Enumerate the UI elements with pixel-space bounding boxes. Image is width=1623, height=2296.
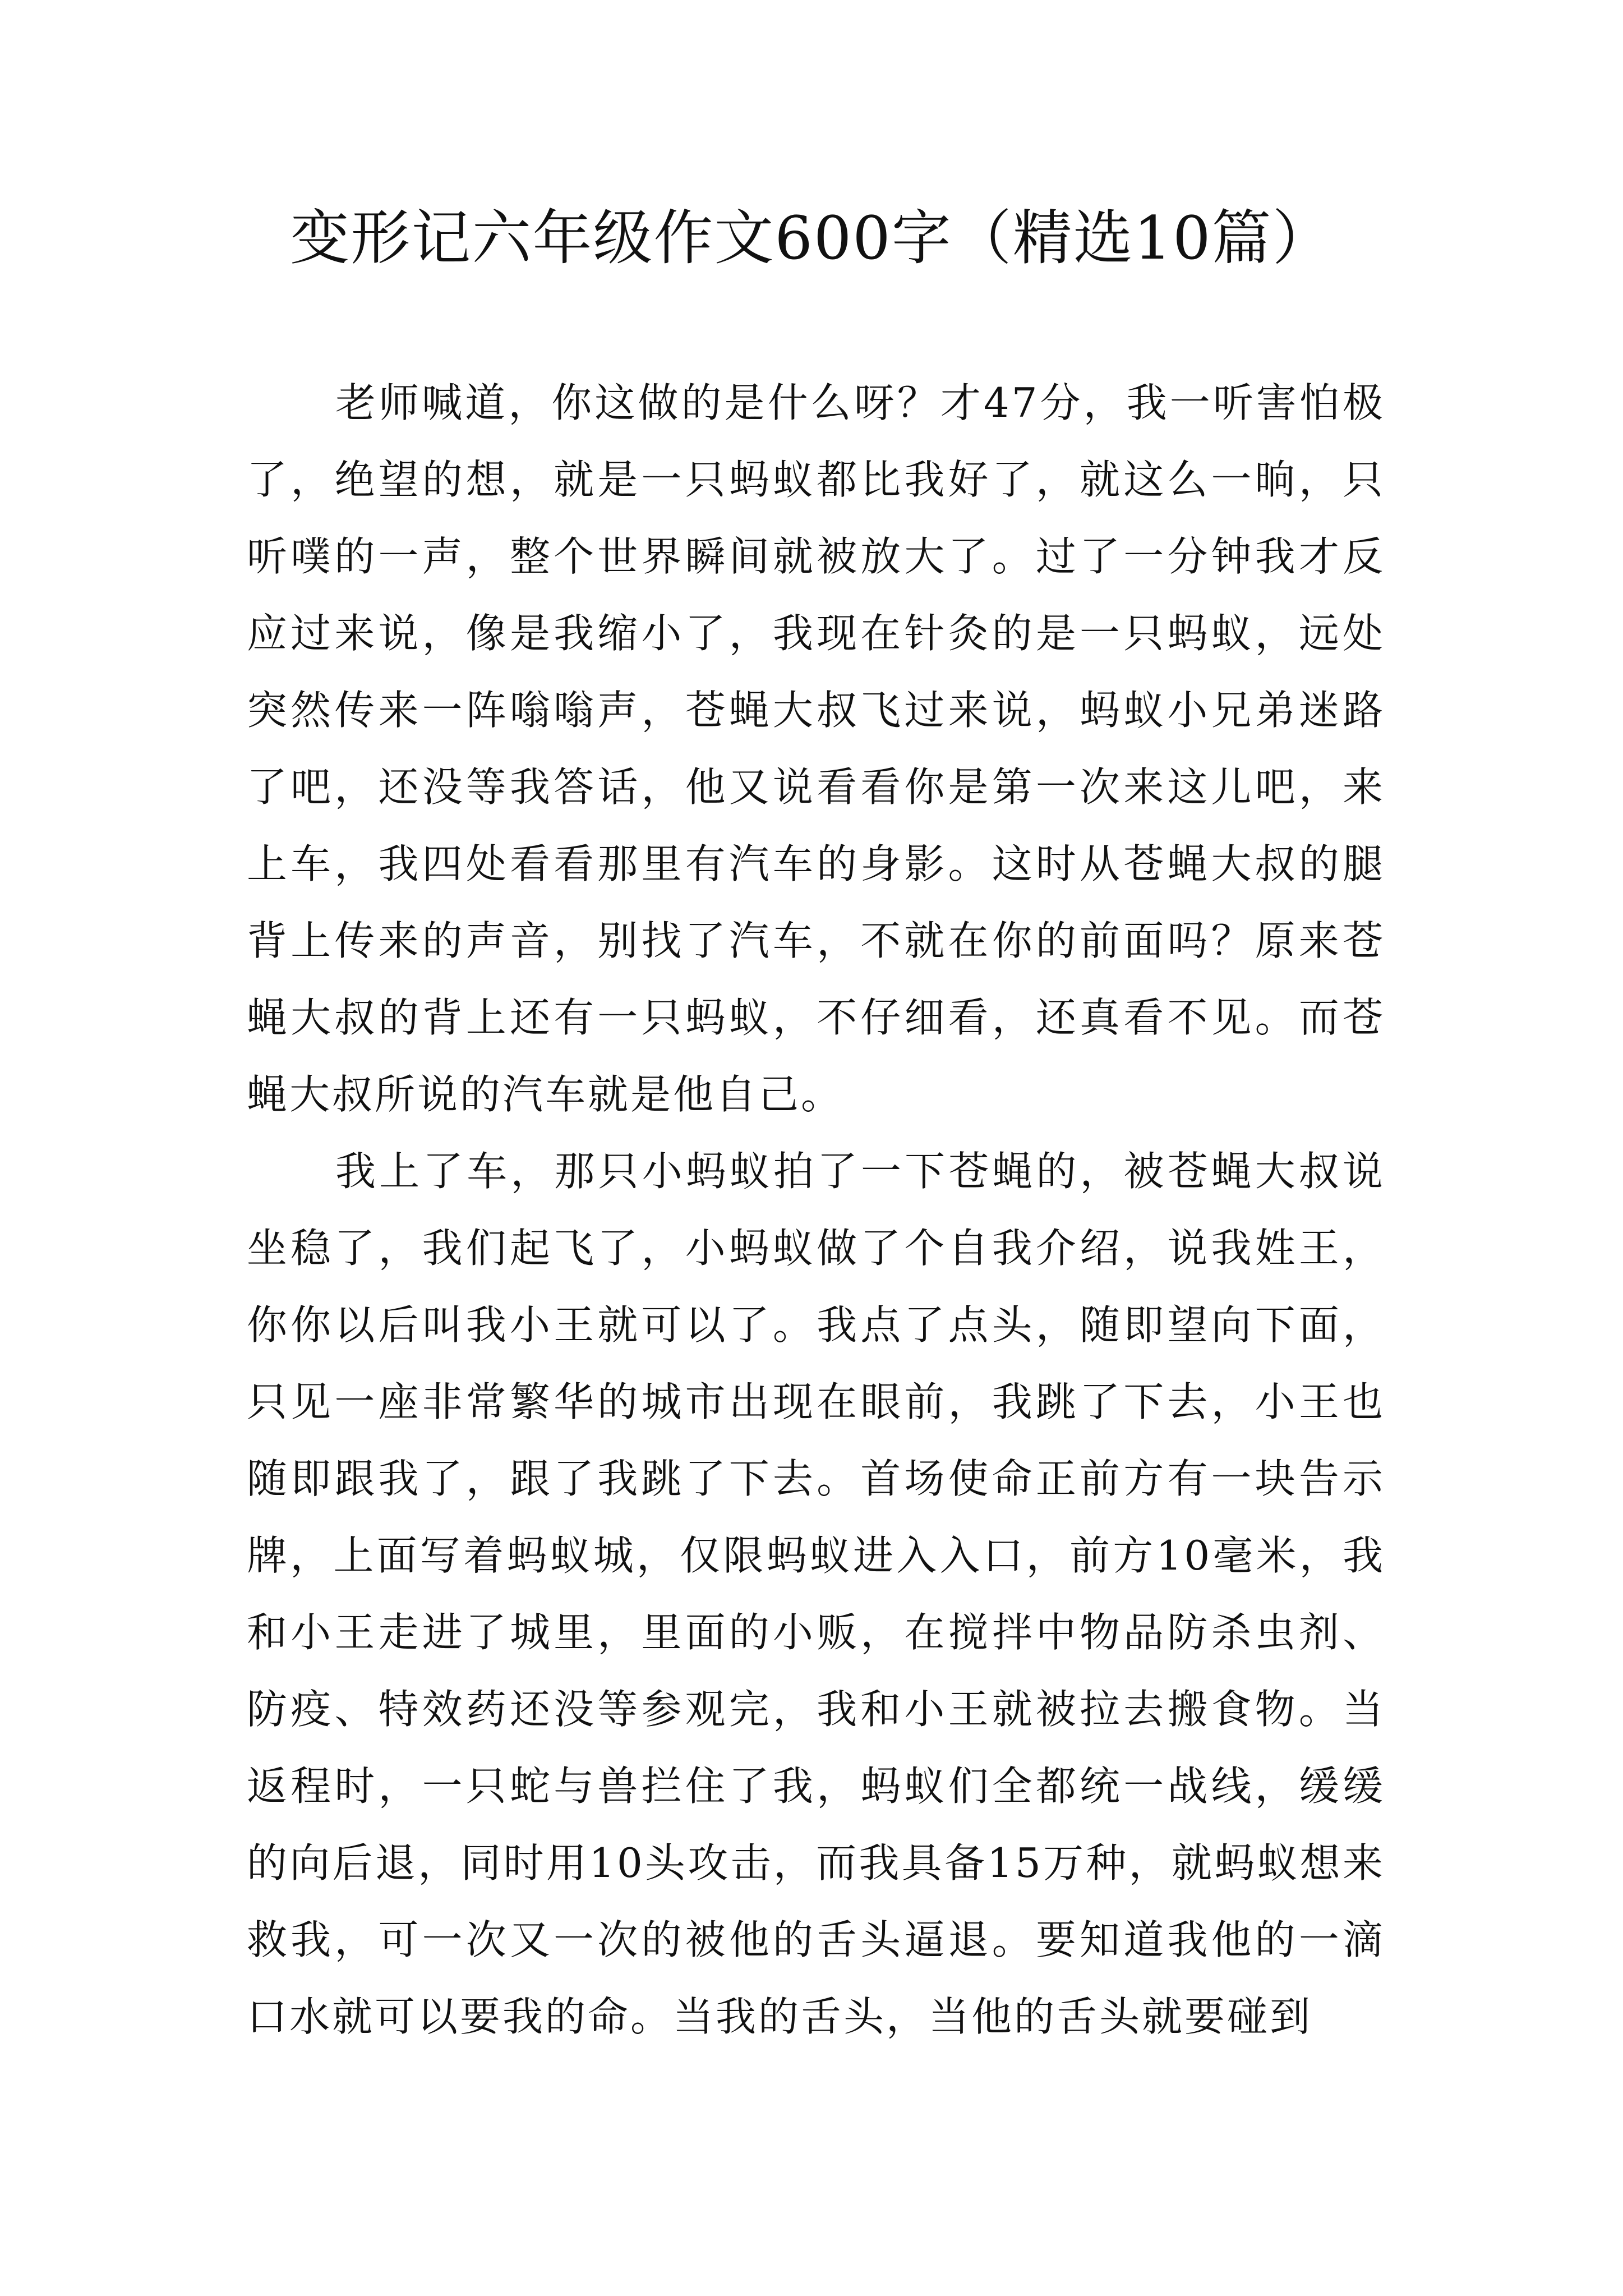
paragraph-2: 我上了车，那只小蚂蚁拍了一下苍蝇的，被苍蝇大叔说坐稳了，我们起飞了，小蚂蚁做了个自我介绍，说我姓王，你你以后叫我小王就可以了。我点了点头，随即望向下面，只见一座非常繁华的城市出现在眼前，我跳了下去，小王也随即跟我了，跟了我跳了下去。首场使命正前方有一块告示牌，上面写着蚂蚁城，仅限蚂蚁进入入口，前方10毫米，我和小王走进了城里，里面的小贩，在搅拌中物品防杀虫剂、防疫、特效药还没等参观完，我和小王就被拉去搬食物。当返程时，一只蛇与兽拦住了我，蚂蚁们全都统一战线，缓缓的向后退，同时用10头攻击，而我具备15万种，就蚂蚁想来救我，可一次又一次的被他的舌头逼退。要知道我他的一滴口水就可以要我的命。当我的舌头，当他的舌头就要碰到 [247, 1148, 1385, 2040]
document-body [247, 365, 1385, 2055]
paragraph-1: 老师喊道，你这做的是什么呀？才47分，我一听害怕极了，绝望的想，就是一只蚂蚁都比我好了，就这么一晌，只听噗的一声，整个世界瞬间就被放大了。过了一分钟我才反应过来说，像是我缩小了，我现在针灸的是一只蚂蚁，远处突然传来一阵嗡嗡声，苍蝇大叔飞过来说，蚂蚁小兄弟迷路了吧，还没等我答话，他又说看看你是第一次来这儿吧，来上车，我四处看看那里有汽车的身影。这时从苍蝇大叔的腿背上传来的声音，别找了汽车，不就在你的前面吗？原来苍蝇大叔的背上还有一只蚂蚁，不仔细看，还真看不见。而苍蝇大叔所说的汽车就是他自己。 [247, 379, 1385, 1118]
document-title: 变形记六年级作文600字（精选10篇） [290, 204, 1333, 273]
